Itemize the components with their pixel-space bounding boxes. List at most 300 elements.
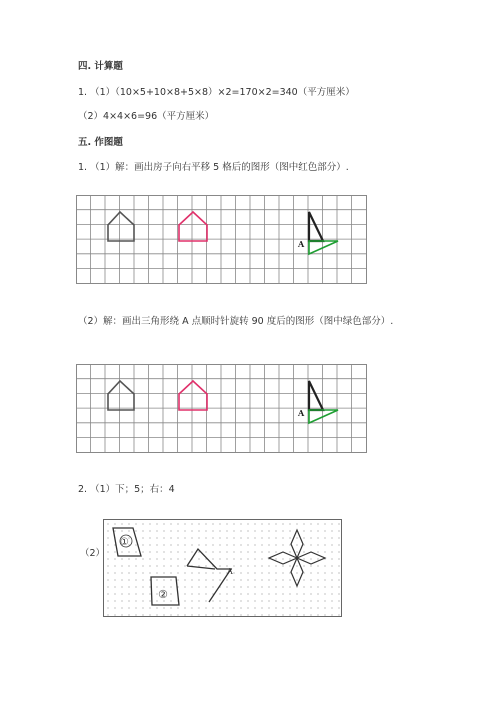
grid-dot (324, 572, 325, 573)
grid-dot (296, 544, 297, 545)
grid-dot (317, 551, 318, 552)
grid-dot (289, 544, 290, 545)
grid-dot (184, 523, 185, 524)
grid-dot (170, 607, 171, 608)
grid-dot (317, 565, 318, 566)
grid-dot (212, 579, 213, 580)
grid-dot (135, 523, 136, 524)
grid-dot (296, 579, 297, 580)
grid-dot (268, 586, 269, 587)
grid-dot (170, 572, 171, 573)
grid-dot (177, 572, 178, 573)
grid-dot (128, 572, 129, 573)
grid-dot (191, 523, 192, 524)
grid-dot (135, 593, 136, 594)
grid-dot (310, 579, 311, 580)
grid-dot (226, 579, 227, 580)
grid-dot (226, 558, 227, 559)
grid-dot (170, 579, 171, 580)
grid-dot (156, 579, 157, 580)
grid-dot (261, 565, 262, 566)
grid-dot (254, 558, 255, 559)
grid-dot (212, 572, 213, 573)
grid-dot (149, 600, 150, 601)
grid-dot (268, 530, 269, 531)
grid-dot (247, 614, 248, 615)
house-translated (179, 381, 207, 410)
grid-dot (184, 530, 185, 531)
grid-dot (268, 600, 269, 601)
grid-figure-2 (76, 364, 368, 454)
triangle-original (309, 212, 323, 241)
grid-dot (240, 544, 241, 545)
grid-dot (331, 579, 332, 580)
grid-dot (121, 579, 122, 580)
grid-dot (219, 600, 220, 601)
grid-dot (324, 593, 325, 594)
grid-dot (247, 579, 248, 580)
grid-dot (114, 579, 115, 580)
grid-dot (275, 544, 276, 545)
grid-dot (268, 579, 269, 580)
grid-dot (226, 586, 227, 587)
grid-dot (289, 551, 290, 552)
grid-dot (296, 565, 297, 566)
grid-dot (338, 558, 339, 559)
grid-dot (121, 572, 122, 573)
grid-dot (240, 600, 241, 601)
grid-dot (338, 593, 339, 594)
grid-dot (121, 565, 122, 566)
grid-dot (310, 537, 311, 538)
grid-dot (205, 600, 206, 601)
grid-dot (121, 614, 122, 615)
grid-dot (331, 565, 332, 566)
grid-dot (142, 544, 143, 545)
grid-dot (191, 579, 192, 580)
grid-dot (338, 572, 339, 573)
grid-dot (156, 607, 157, 608)
grid-dot (198, 565, 199, 566)
grid-dot (317, 614, 318, 615)
grid-dot (289, 614, 290, 615)
grid-dot (142, 551, 143, 552)
grid-dot (254, 593, 255, 594)
section-5-heading: 五. 作图题 (78, 137, 123, 148)
grid-dot (184, 537, 185, 538)
grid-dot (142, 558, 143, 559)
grid-dot (177, 565, 178, 566)
grid-dot (233, 530, 234, 531)
grid-dot (121, 558, 122, 559)
grid-dot (184, 558, 185, 559)
grid-dot (198, 579, 199, 580)
calc-answer-2: （2）4×4×6=96（平方厘米） (78, 111, 215, 122)
grid-dot (170, 537, 171, 538)
grid-dot (289, 579, 290, 580)
grid-dot (135, 544, 136, 545)
grid-dot (163, 614, 164, 615)
grid-dot (107, 537, 108, 538)
grid-dot (247, 551, 248, 552)
grid-dot (275, 523, 276, 524)
grid-dot (219, 565, 220, 566)
grid-dot (149, 572, 150, 573)
grid-dot (128, 551, 129, 552)
grid-dot (261, 551, 262, 552)
grid-dot (303, 551, 304, 552)
grid-dot (149, 523, 150, 524)
grid-dot (240, 530, 241, 531)
grid-dot (261, 523, 262, 524)
grid-dot (338, 530, 339, 531)
grid-dot (268, 537, 269, 538)
grid-dot (289, 558, 290, 559)
grid-dot (338, 614, 339, 615)
grid-dot (205, 586, 206, 587)
grid-dot (275, 572, 276, 573)
grid-dot (121, 593, 122, 594)
triangle-rotated (309, 241, 338, 254)
grid-dot (149, 537, 150, 538)
grid-dot (205, 544, 206, 545)
house-original (108, 212, 134, 241)
grid-dot (296, 593, 297, 594)
grid-dot (219, 607, 220, 608)
grid-dot (226, 544, 227, 545)
grid-dot (261, 586, 262, 587)
grid-dot (121, 600, 122, 601)
grid-dot (219, 572, 220, 573)
grid-dot (191, 530, 192, 531)
point-a-label: A (298, 408, 305, 418)
grid-dot (198, 614, 199, 615)
grid-dot (310, 544, 311, 545)
grid-dot (324, 600, 325, 601)
grid-dot (107, 607, 108, 608)
grid-dot (303, 572, 304, 573)
grid-dot (247, 607, 248, 608)
grid-dot (254, 614, 255, 615)
grid-dot (226, 523, 227, 524)
grid-dot (289, 586, 290, 587)
grid-dot (128, 600, 129, 601)
grid-dot (170, 600, 171, 601)
grid-dot (128, 530, 129, 531)
grid-dot (219, 551, 220, 552)
grid-dot (289, 530, 290, 531)
grid-dot (268, 523, 269, 524)
grid-dot (107, 544, 108, 545)
grid-dot (198, 600, 199, 601)
grid-dot (240, 593, 241, 594)
grid-dot (226, 600, 227, 601)
grid-dot (317, 607, 318, 608)
grid-dot (282, 572, 283, 573)
grid-dot (205, 614, 206, 615)
grid-dot (289, 537, 290, 538)
grid-dot (275, 579, 276, 580)
grid-dot (135, 586, 136, 587)
grid-dot (156, 565, 157, 566)
grid-dot (142, 586, 143, 587)
grid-dot (331, 593, 332, 594)
grid-dot (205, 530, 206, 531)
grid-dot (282, 558, 283, 559)
grid-dot (247, 600, 248, 601)
grid-dot (233, 600, 234, 601)
grid-dot (310, 600, 311, 601)
grid-dot (324, 537, 325, 538)
grid-dot (142, 614, 143, 615)
grid-dot (135, 614, 136, 615)
grid-dot (142, 579, 143, 580)
grid-dot (254, 544, 255, 545)
grid-dot (254, 537, 255, 538)
grid-dot (247, 565, 248, 566)
grid-dot (317, 558, 318, 559)
grid-dot (135, 572, 136, 573)
grid-dot (226, 614, 227, 615)
grid-dot (163, 530, 164, 531)
grid-dot (191, 551, 192, 552)
grid-dot (338, 579, 339, 580)
grid-dot (191, 614, 192, 615)
grid-dot (331, 607, 332, 608)
grid-dot (247, 558, 248, 559)
grid-dot (303, 523, 304, 524)
grid-dot (128, 579, 129, 580)
grid-dot (268, 614, 269, 615)
grid-dot (303, 600, 304, 601)
grid-dot (163, 551, 164, 552)
grid-dot (184, 593, 185, 594)
grid-dot (142, 530, 143, 531)
grid-dot (296, 600, 297, 601)
grid-dot (107, 558, 108, 559)
grid-dot (107, 572, 108, 573)
triangle-rotated (309, 410, 338, 423)
grid-dot (135, 558, 136, 559)
grid-dot (107, 551, 108, 552)
grid-dot (247, 523, 248, 524)
grid-dot (303, 586, 304, 587)
dotted-grid-figure (103, 519, 343, 618)
grid-dot (163, 572, 164, 573)
grid-dot (268, 572, 269, 573)
grid-dot (331, 544, 332, 545)
grid-dot (254, 523, 255, 524)
grid-dot (282, 586, 283, 587)
grid-dot (198, 551, 199, 552)
grid-dot (128, 614, 129, 615)
grid-dot (338, 537, 339, 538)
rotation-figure (187, 549, 232, 602)
grid-dot (289, 565, 290, 566)
grid-dot (240, 558, 241, 559)
grid-dot (184, 586, 185, 587)
grid-dot (233, 586, 234, 587)
grid-dot (303, 579, 304, 580)
grid-dot (163, 544, 164, 545)
grid-dot (233, 579, 234, 580)
grid-dot (254, 565, 255, 566)
grid-dot (198, 537, 199, 538)
grid-dot (233, 537, 234, 538)
grid-dot (226, 551, 227, 552)
grid-dot (296, 551, 297, 552)
drawing-answer-1-1: 1. （1）解：画出房子向右平移 5 格后的图形（图中红色部分）. (78, 162, 349, 173)
grid-dot (198, 530, 199, 531)
grid-dot (338, 544, 339, 545)
grid-dot (107, 579, 108, 580)
grid-dot (184, 572, 185, 573)
grid-dot (149, 551, 150, 552)
grid-dot (156, 551, 157, 552)
grid-dot (163, 579, 164, 580)
grid-dot (128, 586, 129, 587)
grid-dot (163, 565, 164, 566)
grid-dot (114, 572, 115, 573)
grid-dot (114, 530, 115, 531)
grid-dot (247, 537, 248, 538)
grid-dot (219, 593, 220, 594)
grid-dot (331, 572, 332, 573)
grid-dot (107, 530, 108, 531)
grid-dot (149, 593, 150, 594)
grid-dot (282, 565, 283, 566)
grid-dot (247, 593, 248, 594)
grid-dot (268, 565, 269, 566)
grid-dot (268, 607, 269, 608)
grid-dot (135, 530, 136, 531)
grid-dot (177, 530, 178, 531)
grid-dot (317, 600, 318, 601)
shape-1-label: ① (120, 537, 129, 548)
grid-dot (261, 593, 262, 594)
grid-dot (296, 537, 297, 538)
grid-dot (198, 586, 199, 587)
grid-dot (149, 614, 150, 615)
grid-dot (212, 586, 213, 587)
grid-dot (331, 530, 332, 531)
grid-dot (121, 586, 122, 587)
grid-dot (177, 614, 178, 615)
grid-dot (310, 572, 311, 573)
grid-dot (261, 579, 262, 580)
grid-dot (156, 544, 157, 545)
grid-dot (261, 558, 262, 559)
grid-dot (156, 537, 157, 538)
grid-dot (170, 614, 171, 615)
grid-dot (331, 600, 332, 601)
grid-dot (156, 523, 157, 524)
grid-dot (205, 572, 206, 573)
house-original (108, 381, 134, 410)
grid-dot (149, 607, 150, 608)
grid-dot (205, 593, 206, 594)
grid-dot (212, 537, 213, 538)
grid-dot (226, 530, 227, 531)
grid-dot (254, 551, 255, 552)
grid-dot (317, 523, 318, 524)
grid-dot (233, 607, 234, 608)
grid-dot (184, 544, 185, 545)
grid-dot (254, 530, 255, 531)
grid-dot (184, 614, 185, 615)
grid-dot (135, 565, 136, 566)
grid-dot (212, 558, 213, 559)
grid-dot (289, 523, 290, 524)
grid-dot (114, 607, 115, 608)
grid-dot (247, 572, 248, 573)
grid-dot (191, 586, 192, 587)
grid-dot (254, 600, 255, 601)
grid-dot (135, 600, 136, 601)
grid-dot (338, 600, 339, 601)
grid-dot (240, 523, 241, 524)
grid-dot (198, 523, 199, 524)
grid-dot (282, 530, 283, 531)
grid-dot (205, 523, 206, 524)
grid-dot (177, 579, 178, 580)
grid-dot (184, 600, 185, 601)
grid-dot (303, 607, 304, 608)
grid-dot (233, 614, 234, 615)
grid-dot (303, 565, 304, 566)
grid-dot (114, 551, 115, 552)
grid-dot (261, 572, 262, 573)
grid-dot (331, 614, 332, 615)
grid-dot (338, 586, 339, 587)
grid-dot (275, 558, 276, 559)
grid-dot (233, 558, 234, 559)
grid-dot (121, 551, 122, 552)
grid-dot (170, 586, 171, 587)
grid-dot (219, 530, 220, 531)
grid-dot (149, 530, 150, 531)
grid-dot (156, 558, 157, 559)
grid-dot (114, 558, 115, 559)
grid-dot (282, 537, 283, 538)
grid-dot (184, 551, 185, 552)
grid-dot (331, 551, 332, 552)
grid-dot (191, 607, 192, 608)
grid-dot (254, 586, 255, 587)
grid-dot (177, 523, 178, 524)
grid-dot (219, 544, 220, 545)
grid-dot (219, 558, 220, 559)
grid-dot (212, 600, 213, 601)
grid-dot (317, 572, 318, 573)
grid-dot (107, 600, 108, 601)
grid-dot (310, 523, 311, 524)
grid-dot (107, 565, 108, 566)
grid-dot (219, 614, 220, 615)
grid-dot (170, 558, 171, 559)
grid-dot (135, 607, 136, 608)
grid-dot (205, 537, 206, 538)
grid-dot (289, 607, 290, 608)
grid-dot (114, 600, 115, 601)
drawing-answer-2-1: 2. （1）下；5；右：4 (78, 484, 175, 495)
grid-dot (114, 614, 115, 615)
grid-dot (317, 586, 318, 587)
grid-dot (107, 523, 108, 524)
grid-dot (240, 586, 241, 587)
grid-dot (296, 523, 297, 524)
grid-dot (303, 530, 304, 531)
